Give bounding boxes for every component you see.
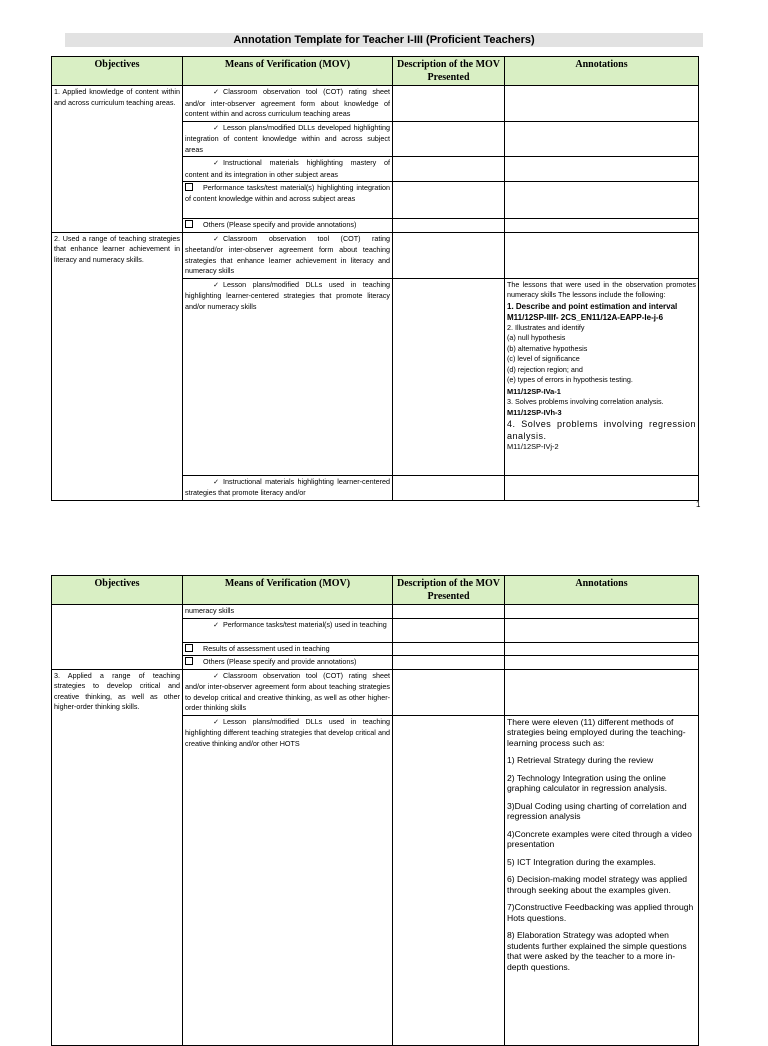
lesson-subitem: (b) alternative hypothesis xyxy=(507,343,588,353)
empty-checkbox-icon xyxy=(185,183,193,191)
check-mark-icon: ✓ xyxy=(213,124,219,132)
mov-item-continued: numeracy skills xyxy=(183,605,393,619)
annotation-cell xyxy=(505,605,699,619)
page-title: Annotation Template for Teacher I-III (Proficient Teachers) xyxy=(65,33,703,47)
mov-item: ✓ Lesson plans/modified DLLs used in teaching highlighting different teaching strategies that develop critical and creative thinking and/or other HOTS xyxy=(183,715,393,1045)
table-row xyxy=(52,605,699,619)
strategy-item: 1) Retrieval Strategy during the review xyxy=(507,755,654,765)
annotation-table-page2 xyxy=(51,575,699,1046)
annotation-cell-lessons xyxy=(505,278,699,475)
description-cell xyxy=(393,475,505,500)
empty-checkbox-icon xyxy=(185,644,193,652)
strategy-item: 7)Constructive Feedbacking was applied through Hots questions. xyxy=(507,902,694,923)
description-cell xyxy=(393,715,505,1045)
annotation-cell xyxy=(505,121,699,157)
mov-item: ✓ Classroom observation tool (COT) rating sheet and/or inter-observer agreement form about knowledge of content within and across curriculum teaching areas xyxy=(183,86,393,122)
check-mark-icon: ✓ xyxy=(213,672,219,680)
mov-item: ✓ Classroom observation tool (COT) rating sheetand/or inter-observer agreement form about teaching strategies that enhance learner achievement in literacy and numeracy skills xyxy=(183,232,393,278)
description-cell xyxy=(393,182,505,219)
lesson-item: 2. Illustrates and identify xyxy=(507,322,585,332)
strategy-item: 5) ICT Integration during the examples. xyxy=(507,856,656,867)
annotation-cell-strategies xyxy=(505,715,699,1045)
objective-3: 3. Applied a range of teaching strategies to develop critical and creative thinking, as well as other higher-order thinking skills. xyxy=(52,669,183,1045)
mov-item: ✓ Lesson plans/modified DLLs used in teaching highlighting learner-centered strategies that promote literacy and/or numeracy skills xyxy=(183,278,393,475)
lesson-subitem: (d) rejection region; and xyxy=(507,364,583,374)
header-description: Description of the MOV Presented xyxy=(393,57,505,86)
mov-item: Others (Please specify and provide annotations) xyxy=(183,656,393,670)
description-cell xyxy=(393,157,505,182)
description-cell xyxy=(393,656,505,670)
objective-2: 2. Used a range of teaching strategies that enhance learner achievement in literacy and numeracy skills. xyxy=(52,232,183,500)
empty-checkbox-icon xyxy=(185,220,193,228)
table-row xyxy=(52,232,699,278)
mov-item: ✓ Instructional materials highlighting mastery of content and its integration in other subject areas xyxy=(183,157,393,182)
annotation-cell xyxy=(505,475,699,500)
check-mark-icon: ✓ xyxy=(213,89,219,96)
lesson-subitem: (c) level of significance xyxy=(507,354,580,363)
lesson-item: 1. Describe and point estimation and interval xyxy=(507,301,678,311)
header-mov: Means of Verification (MOV) xyxy=(183,57,393,86)
check-mark-icon: ✓ xyxy=(213,160,219,167)
mov-item: Others (Please specify and provide annotations) xyxy=(183,219,393,233)
lesson-subitem: (a) null hypothesis xyxy=(507,333,566,342)
empty-checkbox-icon xyxy=(185,657,193,665)
mov-item: ✓ Lesson plans/modified DLLs developed highlighting integration of content knowledge within and across subject areas xyxy=(183,121,393,157)
check-mark-icon: ✓ xyxy=(213,235,219,243)
annotation-cell xyxy=(505,86,699,122)
description-cell xyxy=(393,278,505,475)
annotation-cell xyxy=(505,642,699,656)
lesson-code: M11/12SP-IVj-2 xyxy=(507,442,559,451)
annotation-cell xyxy=(505,618,699,642)
mov-item: ✓ Instructional materials highlighting learner-centered strategies that promote literacy and/or xyxy=(183,475,393,500)
check-mark-icon: ✓ xyxy=(213,478,219,486)
annotation-cell xyxy=(505,219,699,233)
lesson-subitem: (e) types of errors in hypothesis testing. xyxy=(507,375,633,384)
strategy-item: 4)Concrete examples were cited through a video presentation xyxy=(507,828,692,849)
description-cell xyxy=(393,618,505,642)
description-cell xyxy=(393,121,505,157)
table-row xyxy=(52,669,699,715)
header-annotations: Annotations xyxy=(505,576,699,605)
mov-item: Performance tasks/test material(s) highlighting integration of content knowledge within and across subject areas xyxy=(183,182,393,219)
check-mark-icon: ✓ xyxy=(213,621,219,629)
description-cell xyxy=(393,232,505,278)
annotation-cell xyxy=(505,669,699,715)
objective-1: 1. Applied knowledge of content within and across curriculum teaching areas. xyxy=(52,86,183,233)
mov-item: ✓ Classroom observation tool (COT) rating sheet and/or inter-observer agreement form about teaching strategies to develop critical and creative thinking, as well as other higher-order thinking skills xyxy=(183,669,393,715)
strategy-intro: There were eleven (11) different methods of strategies being employed during the teaching-learning process such as: xyxy=(507,716,686,748)
annotation-intro: The lessons that were used in the observation promotes numeracy skills The lessons include the following: xyxy=(507,279,696,299)
annotation-cell xyxy=(505,232,699,278)
lesson-code: M11/12SP-IIIf- 2CS_EN11/12A-EAPP-Ie-j-6 xyxy=(507,312,664,322)
annotation-cell xyxy=(505,157,699,182)
annotation-cell xyxy=(505,656,699,670)
annotation-cell xyxy=(505,182,699,219)
header-objectives: Objectives xyxy=(52,576,183,605)
lesson-code: M11/12SP-IVh-3 xyxy=(507,408,562,417)
page-number: 1 xyxy=(696,500,701,509)
table-row xyxy=(52,86,699,122)
description-cell xyxy=(393,605,505,619)
header-mov: Means of Verification (MOV) xyxy=(183,576,393,605)
description-cell xyxy=(393,642,505,656)
mov-item: Results of assessment used in teaching xyxy=(183,642,393,656)
lesson-item: 3. Solves problems involving correlation analysis. xyxy=(507,396,664,406)
check-mark-icon: ✓ xyxy=(213,718,219,726)
annotation-table-page1 xyxy=(51,56,699,501)
table-header-row xyxy=(52,57,699,86)
table-header-row xyxy=(52,576,699,605)
mov-item: ✓ Performance tasks/test material(s) used in teaching xyxy=(183,618,393,642)
header-objectives: Objectives xyxy=(52,57,183,86)
strategy-item: 8) Elaboration Strategy was adopted when students further explained the simple questions that were asked by the teacher to a more in-depth questions. xyxy=(507,930,687,972)
header-description: Description of the MOV Presented xyxy=(393,576,505,605)
strategy-item: 6) Decision-making model strategy was applied through seeking about the examples given. xyxy=(507,874,688,895)
strategy-item: 2) Technology Integration using the online graphing calculator in regression analysis. xyxy=(507,772,668,793)
lesson-code: M11/12SP-IVa-1 xyxy=(507,386,561,396)
description-cell xyxy=(393,669,505,715)
objective-2-continued xyxy=(52,605,183,670)
check-mark-icon: ✓ xyxy=(213,281,219,289)
description-cell xyxy=(393,219,505,233)
lesson-item: 4. Solves problems involving regression analysis. xyxy=(507,419,696,441)
strategy-item: 3)Dual Coding using charting of correlation and regression analysis xyxy=(507,800,687,821)
description-cell xyxy=(393,86,505,122)
header-annotations: Annotations xyxy=(505,57,699,86)
